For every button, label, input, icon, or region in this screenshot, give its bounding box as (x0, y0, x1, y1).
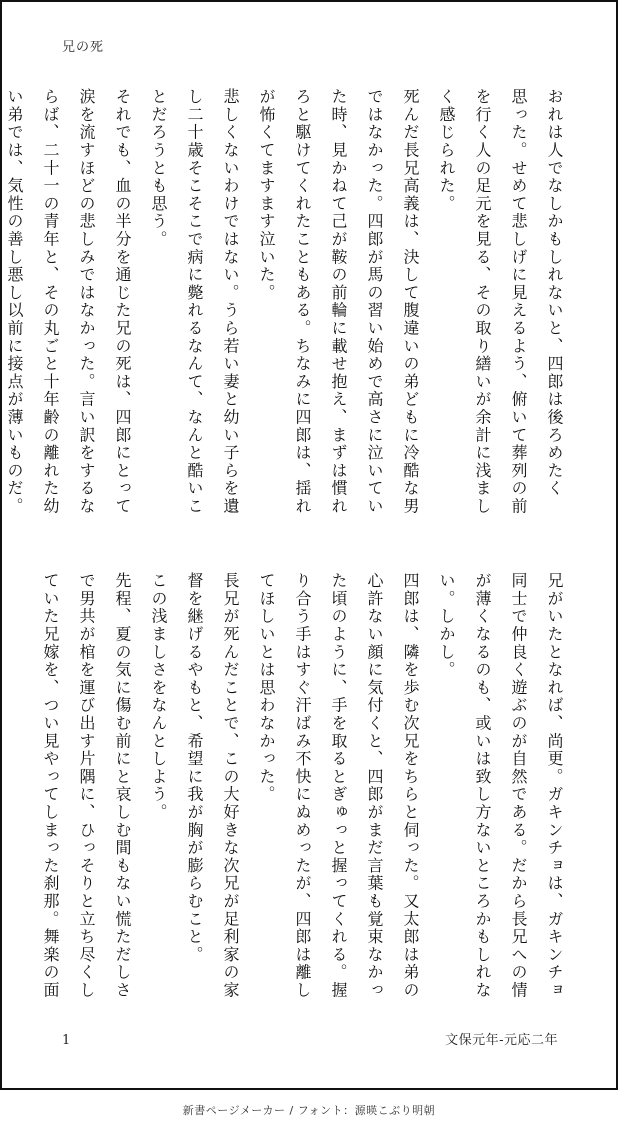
text-column: 同士で仲良く遊ぶのが自然である。だから長兄への情 (509, 572, 528, 1000)
text-column: 先程、夏の気に傷む前にと哀しむ間もない慌ただしさ (113, 572, 132, 1000)
text-column: ていた兄嫁を、つい見やってしまった刹那。舞楽の面 (41, 572, 60, 1000)
page-number: 1 (62, 1033, 71, 1048)
text-column: とだろうとも思う。 (149, 88, 168, 249)
text-block-lower (32, 572, 572, 1012)
text-column: を行く人の足元を見る、その取り繕いが余計に浅まし (473, 88, 492, 516)
text-column: てほしいとは思わなかった。 (257, 572, 276, 804)
credit-line: 新書ページメーカー / フォント：源暎こぶり明朝 (182, 1104, 436, 1117)
text-column: し二十歳そこそこで病に斃れるなんて、なんと酷いこ (185, 88, 204, 516)
text-column: 心許ない顔に気付くと、四郎がまだ言葉も覚束なかっ (365, 572, 384, 1000)
text-column: 思った。せめて悲しげに見えるよう、俯いて葬列の前 (509, 88, 528, 516)
text-column: 兄がいたとなれば、尚更。ガキンチョは、ガキンチョ (545, 572, 564, 1000)
text-column: ではなかった。四郎が馬の習い始めで高さに泣いてい (365, 88, 384, 516)
text-column: おれは人でなしかもしれないと、四郎は後ろめたく (545, 88, 564, 498)
text-block-upper (0, 88, 572, 528)
text-column: 涙を流すほどの悲しみではなかった。言い訳をするな (77, 88, 96, 516)
running-title: 兄の死 (62, 40, 105, 55)
text-column: で男共が棺を運び出す片隅に、ひっそりと立ち尽くし (77, 572, 96, 1000)
text-column: が薄くなるのも、或いは致し方ないところかもしれな (473, 572, 492, 1000)
text-column: この浅ましさをなんとしよう。 (149, 572, 168, 822)
era-label: 文保元年-元応二年 (445, 1033, 558, 1048)
text-column: た時、見かねて己が鞍の前輪に載せ抱え、まずは慣れ (329, 88, 348, 516)
text-column: 死んだ長兄高義は、決して腹違いの弟どもに冷酷な男 (401, 88, 420, 516)
text-column: それでも、血の半分を通じた兄の死は、四郎にとって (113, 88, 132, 516)
text-column: い弟では、気性の善し悪し以前に接点が薄いものだ。 (5, 88, 24, 516)
text-column: た頃のように、手を取るとぎゅっと握ってくれる。握 (329, 572, 348, 1000)
text-column: り合う手はすぐ汗ばみ不快にぬめったが、四郎は離し (293, 572, 312, 1000)
text-column: らば、二十一の青年と、その丸ごと十年齢の離れた幼 (41, 88, 60, 516)
text-column: く感じられた。 (437, 88, 456, 213)
text-column: が怖くてますます泣いた。 (257, 88, 276, 302)
text-column: 四郎は、隣を歩む次兄をちらと伺った。又太郎は弟の (401, 572, 420, 1000)
text-column: 悲しくないわけではない。うら若い妻と幼い子らを遺 (221, 88, 240, 516)
text-column: ろと駆けてくれたこともある。ちなみに四郎は、揺れ (293, 88, 312, 516)
text-column: 督を継げるやもと、希望に我が胸が膨らむこと。 (185, 572, 204, 964)
text-column: い。しかし。 (437, 572, 456, 679)
text-column: 長兄が死んだことで、この大好きな次兄が足利家の家 (221, 572, 240, 1000)
